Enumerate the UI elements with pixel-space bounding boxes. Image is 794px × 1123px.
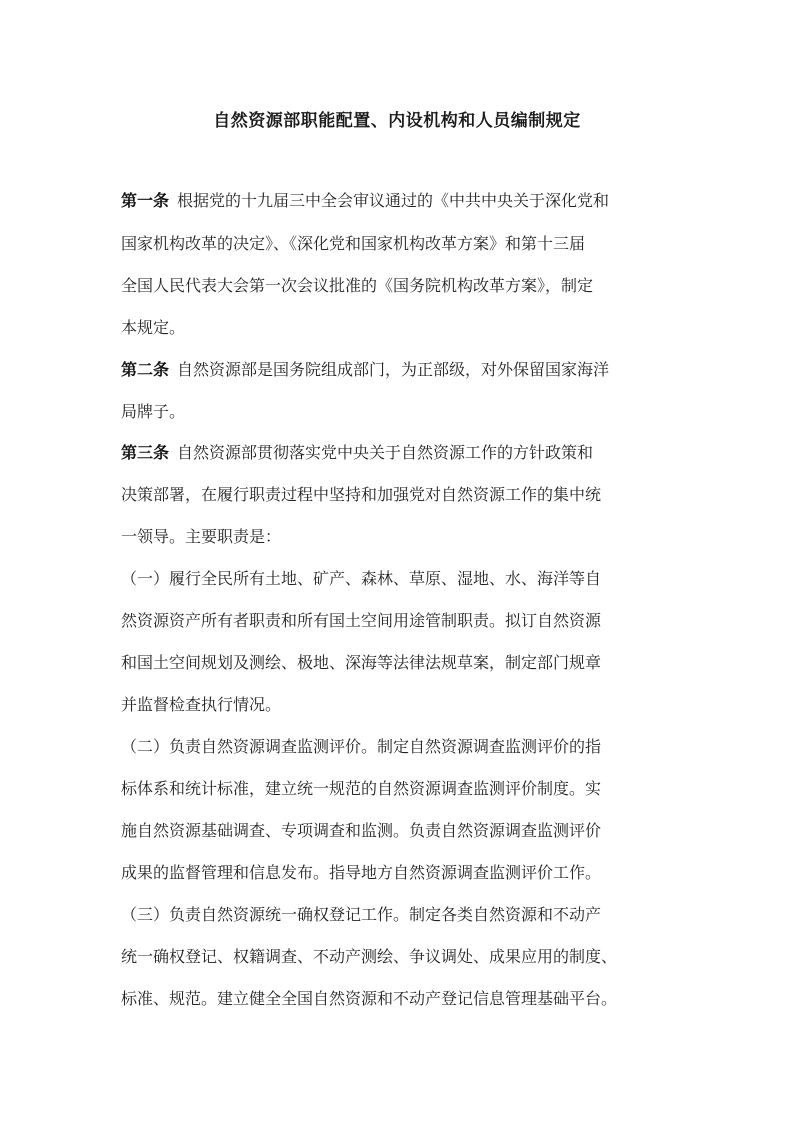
duty-2-line-3: 施自然资源基础调查、专项调查和监测。负责自然资源调查监测评价	[121, 821, 602, 840]
article-3-line-2: 决策部署，在履行职责过程中坚持和加强党对自然资源工作的集中统	[121, 485, 602, 504]
article-3-line-3: 一领导。主要职责是：	[121, 527, 282, 546]
duty-1-line-3: 和国土空间规划及测绘、极地、深海等法律法规草案，制定部门规章	[121, 653, 602, 672]
article-1-line-1	[121, 191, 681, 211]
article-1-line-3: 全国人民代表大会第一次会议批准的《国务院机构改革方案》，制定	[121, 276, 594, 295]
article-2-label: 第二条	[121, 360, 170, 379]
article-2-line-2: 局牌子。	[121, 402, 186, 421]
article-3-line-1	[121, 443, 681, 463]
article-3-label: 第三条	[121, 443, 170, 462]
duty-2-line-4: 成果的监督管理和信息发布。指导地方自然资源调查监测评价工作。	[121, 863, 602, 882]
article-1-line-4: 本规定。	[121, 318, 186, 337]
duty-1-line-4: 并监督检查执行情况。	[121, 695, 282, 714]
duty-3-line-2: 统一确权登记、权籍调查、不动产测绘、争议调处、成果应用的制度、	[121, 947, 618, 966]
article-1-label: 第一条	[121, 191, 170, 210]
duty-2-line-2: 标体系和统计标准，建立统一规范的自然资源调查监测评价制度。实	[121, 779, 602, 798]
duty-1-line-1: （一）履行全民所有土地、矿产、森林、草原、湿地、水、海洋等自	[121, 569, 602, 588]
document-title: 自然资源部职能配置、内设机构和人员编制规定	[213, 111, 581, 131]
duty-2-line-1: （二）负责自然资源调查监测评价。制定自然资源调查监测评价的指	[121, 737, 602, 756]
article-1-line-2: 国家机构改革的决定》、《深化党和国家机构改革方案》和第十三届	[121, 234, 586, 253]
article-2-text: 自然资源部是国务院组成部门，为正部级，对外保留国家海洋	[177, 360, 610, 379]
article-1-text: 根据党的十九届三中全会审议通过的《中共中央关于深化党和	[177, 191, 610, 210]
duty-1-line-2: 然资源资产所有者职责和所有国土空间用途管制职责。拟订自然资源	[121, 611, 602, 630]
duty-3-line-1: （三）负责自然资源统一确权登记工作。制定各类自然资源和不动产	[121, 905, 602, 924]
duty-3-line-3: 标准、规范。建立健全全国自然资源和不动产登记信息管理基础平台。	[121, 989, 618, 1008]
article-2-line-1	[121, 360, 681, 380]
article-3-text: 自然资源部贯彻落实党中央关于自然资源工作的方针政策和	[177, 443, 594, 462]
